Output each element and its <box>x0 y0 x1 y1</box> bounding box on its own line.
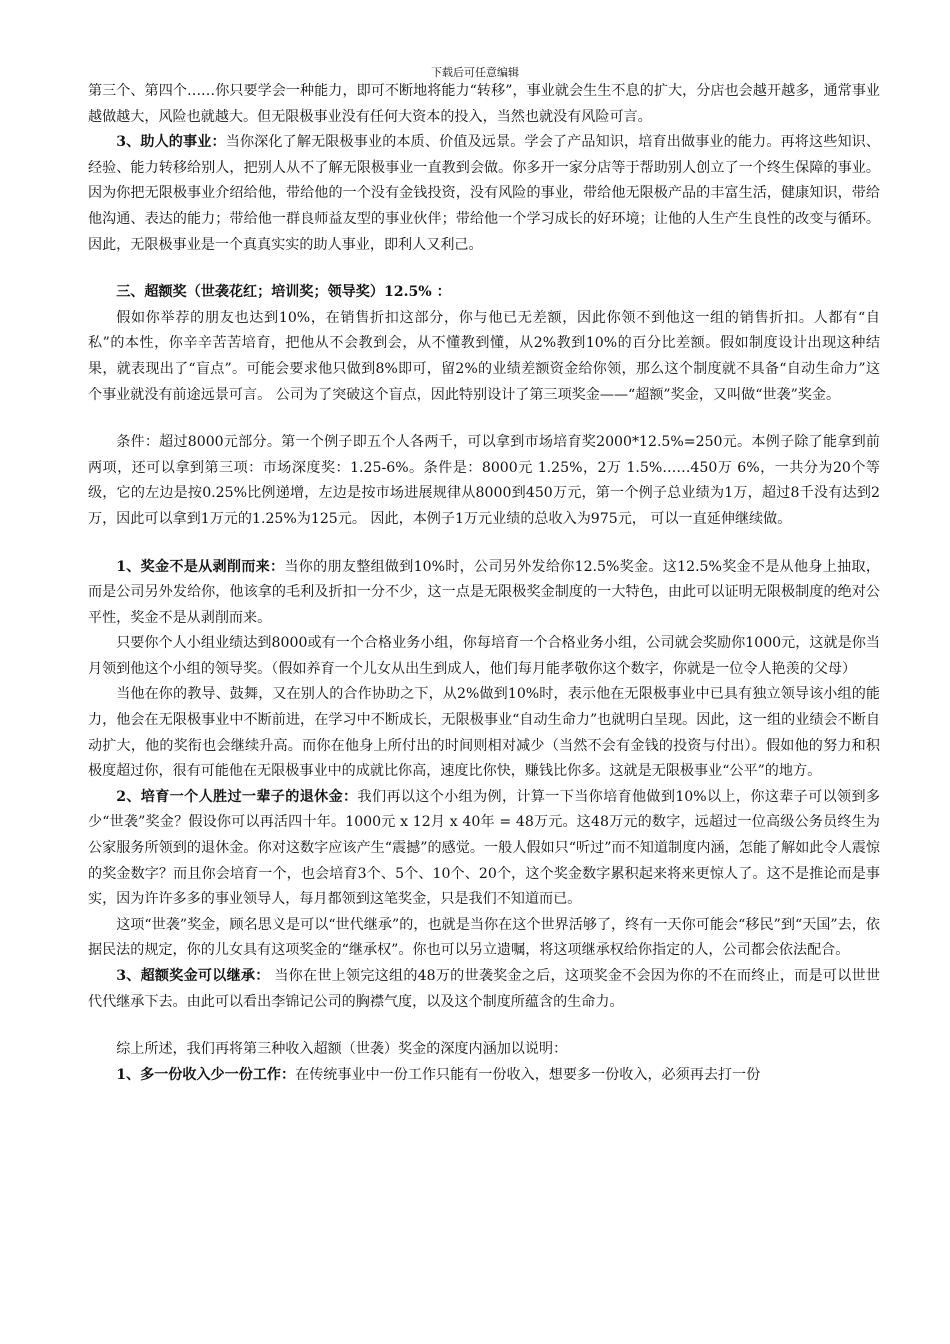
paragraph-text: 当你的朋友整组做到10%时，公司另外发给你12.5%奖金。这12.5%奖金不是从他身上抽取，而是公司另外发给你，他该拿的毛利及折扣一分不少，这一点是无限极奖金制度的一大特色，由此可以证明无限极制度的绝对公平性，奖金不是从剥削而来。 <box>88 558 880 626</box>
paragraph <box>88 130 880 258</box>
spacer <box>88 408 880 430</box>
paragraph-text: 我们再以这个小组为例，计算一下当你培育他做到10%以上，你这辈子可以领到多少“世袭”奖金？假设你可以再活四十年。1000元 x 12月 x 40年 = 48万元。这48万元的数字，远超过一位高级公务员终生为公家服务所领到的退休金。你对这数字应该产生“震撼”的感觉。一般人假如只“听过”而不知道制度内涵，怎能了解如此令人震惊的奖金数字？而且你会培育一个，也会培育3个、5个、10个、20个，这个奖金数字累积起来将来更惊人了。这不是推论而是事实，因为许许多多的事业领导人，每月都领到这笔奖金，只是我们不知道而已。 <box>88 788 880 908</box>
paragraph-text: 在传统事业中一份工作只能有一份收入，想要多一份收入，必须再去打一份 <box>295 1066 761 1083</box>
paragraph-lead: 3、超额奖金可以继承： <box>116 968 270 984</box>
document-body <box>88 79 880 1088</box>
paragraph-lead: 1、奖金不是从剥削而来： <box>116 558 285 575</box>
page-header: 下载后可任意编辑 <box>431 66 519 79</box>
paragraph: 综上所述，我们再将第三种收入超额（世袭）奖金的深度内涵加以说明： <box>116 1041 568 1058</box>
spacer <box>88 258 880 280</box>
paragraph-lead: 3、助人的事业： <box>116 134 226 151</box>
paragraph: 假如你举荐的朋友也达到10%，在销售折扣这部分，你与他已无差额，因此你领不到他这一组的销售折扣。人都有“自私”的本性，你辛辛苦苦培育，把他从不会教到会，从不懂教到懂，从2%教到10%的百分比差额。假如制度设计出现这种结果，就表现出了“盲点”。可能会要求他只做到8%即可，留2%的业绩差额资金给你领，那么这个制度就不具备“自动生命力”这个事业就没有前途远景可言。 公司为了突破这个盲点，因此特别设计了第三项奖金——“超额”奖金，又叫做“世袭”奖金。 <box>88 309 880 403</box>
paragraph <box>88 964 880 1015</box>
spacer <box>88 1015 880 1037</box>
paragraph-lead: 2、培育一个人胜过一辈子的退休金： <box>116 788 358 805</box>
paragraph: 第三个、第四个……你只要学会一种能力，即可不断地将能力“转移”，事业就会生生不息的扩大，分店也会越开越多，通常事业越做越大，风险也就越大。但无限极事业没有任何大资本的投入，当然也就没有风险可言。 <box>88 83 880 125</box>
section-heading: 三、超额奖（世袭花红；培训奖；领导奖）12.5% ： <box>116 284 451 301</box>
paragraph <box>88 555 880 632</box>
paragraph: 只要你个人小组业绩达到8000或有一个合格业务小组，你每培育一个合格业务小组，公司就会奖励你1000元，这就是你当月领到他这个小组的领导奖。（假如养育一个儿女从出生到成人，他们每月能孝敬你这个数字，你就是一位令人艳羡的父母） <box>88 635 880 677</box>
paragraph: 条件：超过8000元部分。第一个例子即五个人各两千，可以拿到市场培育奖2000*12.5%=250元。本例子除了能拿到前两项，还可以拿到第三项：市场深度奖：1.25-6%。条件是：8000元 1.25%，2万 1.5%……450万 6%，一共分为20个等级，它的左边是按0.25%比例递增，左边是按市场进展规律从8000到450万元，第一个例子总业绩为1万，超过8千没有达到2万，因此可以拿到1万元的1.25%为125元。 因此，本例子1万元业绩的总收入为975元， 可以一直延伸继续做。 <box>88 434 880 527</box>
paragraph: 当他在你的教导、鼓舞，又在别人的合作协助之下，从2%做到10%时，表示他在无限极事业中已具有独立领导该小组的能力，他会在无限极事业中不断前进，在学习中不断成长，无限极事业“自动生命力”也就明白呈现。因此，这一组的业绩会不断自动扩大，他的奖衔也会继续升高。而你在他身上所付出的时间则相对减少（当然不会有金钱的投资与付出）。假如他的努力和积极度超过你，很有可能他在无限极事业中的成就比你高，速度比你快，赚钱比你多。这就是无限极事业“公平”的地方。 <box>88 686 880 780</box>
paragraph <box>88 785 880 913</box>
paragraph-text: 当你在世上领完这组的48万的世袭奖金之后，这项奖金不会因为你的不在而终止，而是可以世世代代继承下去。由此可以看出李锦记公司的胸襟气度，以及这个制度所蕴含的生命力。 <box>88 968 880 1010</box>
paragraph-lead: 1、多一份收入少一份工作： <box>116 1066 296 1083</box>
paragraph: 这项“世袭”奖金，顾名思义是可以“世代继承”的，也就是当你在这个世界活够了，终有一天你可能会“移民”到“天国”去，依据民法的规定，你的儿女具有这项奖金的“继承权”。你也可以另立遗嘱，将这项继承权给你指定的人，公司都会依法配合。 <box>88 916 880 959</box>
paragraph-text: 当你深化了解无限极事业的本质、价值及远景。学会了产品知识，培育出做事业的能力。再将这些知识、经验、能力转移给别人，把别人从不了解无限极事业一直教到会做。你多开一家分店等于帮助别人创立了一个终生保障的事业。因为你把无限极事业介绍给他，带给他的一个没有金钱投资，没有风险的事业，带给他无限极产品的丰富生活，健康知识，带给他沟通、表达的能力；带给他一群良师益友型的事业伙伴；带给他一个学习成长的好环境；让他的人生产生良性的改变与循环。 因此，无限极事业是一个真真实实的助人事业，即利人又利己。 <box>88 134 880 253</box>
spacer <box>88 533 880 555</box>
paragraph <box>88 1063 880 1089</box>
